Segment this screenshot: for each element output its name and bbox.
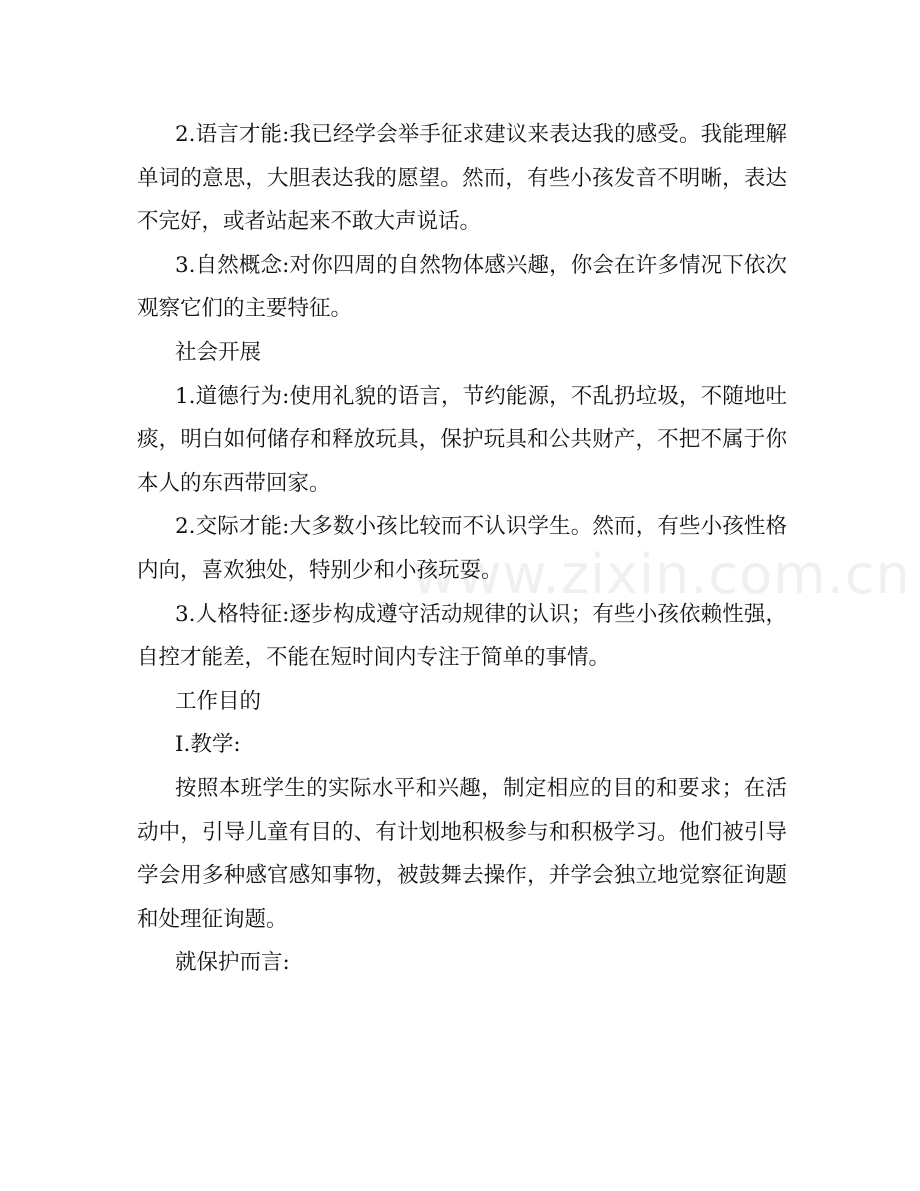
document-body — [137, 113, 787, 985]
paragraph-personality-traits: 3.人格特征:逐步构成遵守活动规律的认识；有些小孩依赖性强，自控才能差，不能在短时间内专注于简单的事情。 — [137, 601, 787, 671]
watermark-text: www.zixin.com.cn — [412, 543, 911, 606]
heading-protection: 就保护而言: — [175, 950, 290, 976]
paragraph-teaching-goals: 按照本班学生的实际水平和兴趣，制定相应的目的和要求；在活动中，引导儿童有目的、有计划地积极参与和积极学习。他们被引导学会用多种感官感知事物，被鼓舞去操作，并学会独立地觉察征询题和处理征询题。 — [137, 775, 787, 932]
paragraph-moral-behavior: 1.道德行为:使用礼貌的语言，节约能源，不乱扔垃圾，不随地吐痰，明白如何储存和释放玩具，保护玩具和公共财产，不把不属于你本人的东西带回家。 — [137, 383, 787, 496]
heading-work-goals: 工作目的 — [175, 688, 262, 714]
paragraph-nature-concept: 3.自然概念:对你四周的自然物体感兴趣，你会在许多情况下依次观察它们的主要特征。 — [137, 252, 787, 322]
paragraph-language-ability: 2.语言才能:我已经学会举手征求建议来表达我的感受。我能理解单词的意思，大胆表达我的愿望。然而，有些小孩发音不明晰，表达不完好，或者站起来不敢大声说话。 — [137, 122, 787, 235]
paragraph-social-ability: 2.交际才能:大多数小孩比较而不认识学生。然而，有些小孩性格内向，喜欢独处，特别少和小孩玩耍。 — [137, 514, 787, 583]
heading-teaching: Ⅰ.教学: — [175, 732, 241, 758]
heading-social-development: 社会开展 — [175, 339, 262, 365]
